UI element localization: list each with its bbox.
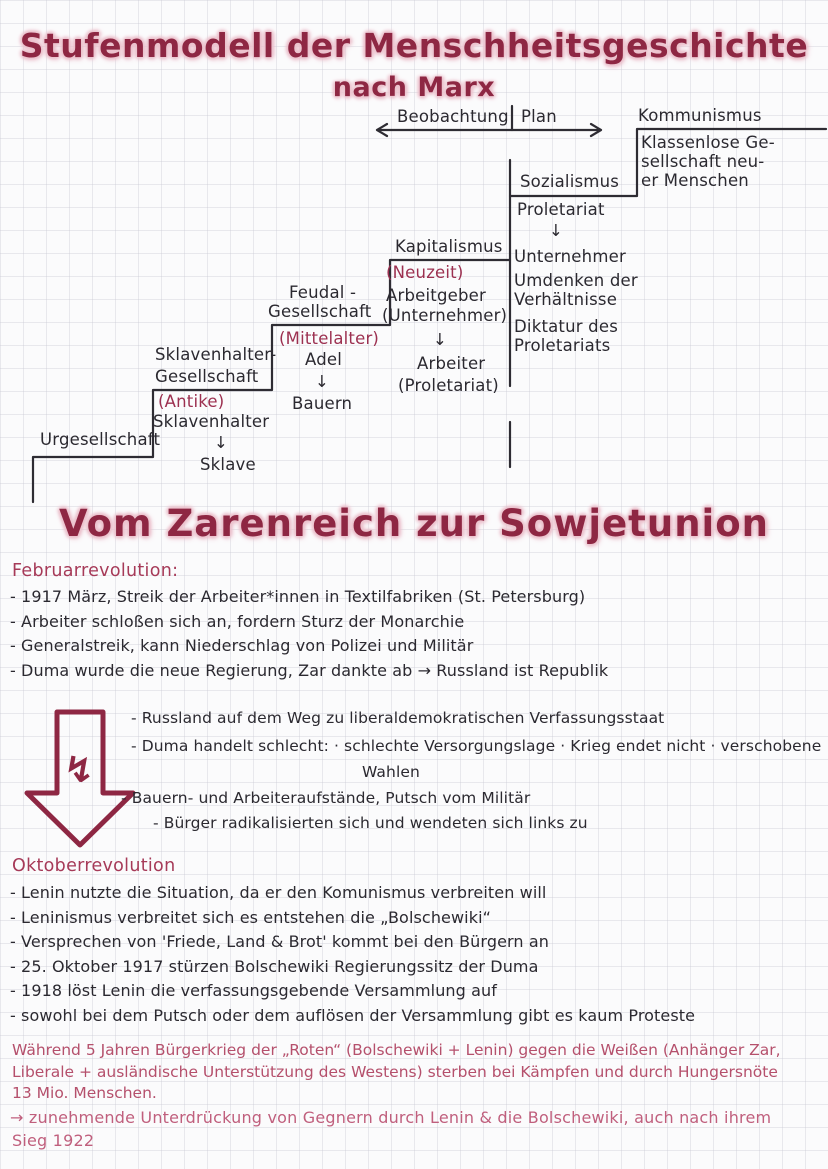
label-feudal-2: Gesellschaft <box>268 302 372 321</box>
down-arrow-icon: ↓ <box>214 433 229 452</box>
note-line: - 25. Oktober 1917 stürzen Bolschewiki Regierungssitz der Duma <box>10 956 539 976</box>
conclusion-line: → zunehmende Unterdrückung von Gegnern durch Lenin & die Bolschewiki, auch nach ihrem <box>10 1108 772 1127</box>
civil-war-note <box>12 1040 781 1105</box>
lightning-icon: ↯ <box>64 750 95 791</box>
down-arrow-icon: ↓ <box>315 372 330 391</box>
page-title-subline: nach Marx <box>332 72 496 103</box>
label-arbeitgeber: Arbeitgeber <box>386 286 486 305</box>
label-kommunismus-desc: Klassenlose Ge- <box>641 133 775 152</box>
note-line: - sowohl bei dem Putsch oder dem auflösen der Versammlung gibt es kaum Proteste <box>10 1005 696 1025</box>
label-sklavenhalter-ges-2: Gesellschaft <box>155 367 259 386</box>
label-sozialismus: Sozialismus <box>520 172 620 191</box>
label-beobachtung: Beobachtung <box>397 107 509 126</box>
label-neuzeit: (Neuzeit) <box>386 263 464 282</box>
label-arbeiter-sub: (Proletariat) <box>398 376 499 395</box>
label-feudal: Feudal - <box>289 283 357 302</box>
note-line: - Leninismus verbreitet sich es entstehen die „Bolschewiki“ <box>10 907 492 927</box>
note-line: Liberale + ausländische Unterstützung des Westens) sterben bei Kämpfen und durch Hungersnöte <box>12 1062 778 1081</box>
note-line: - Generalstreik, kann Niederschlag von Polizei und Militär <box>10 636 474 656</box>
label-kommunismus-desc: er Menschen <box>641 171 749 190</box>
page-title: Stufenmodell der Menschheitsgeschichte <box>19 26 809 65</box>
label-umdenken: Umdenken der <box>514 271 638 290</box>
label-mittelalter: (Mittelalter) <box>279 329 380 348</box>
label-unternehmer: Unternehmer <box>514 247 626 266</box>
note-line: - Duma wurde die neue Regierung, Zar dankte ab → Russland ist Republik <box>10 660 609 680</box>
note-line: - Bürger radikalisierten sich und wendeten sich links zu <box>153 814 588 832</box>
label-kapitalismus: Kapitalismus <box>395 237 503 256</box>
label-adel: Adel <box>305 350 343 369</box>
note-line: - Russland auf dem Weg zu liberaldemokratischen Verfassungsstaat <box>131 709 665 727</box>
label-verhaeltnisse: Verhältnisse <box>514 290 618 309</box>
label-diktatur: Diktatur des <box>514 317 619 336</box>
down-arrow-icon: ↓ <box>433 330 448 349</box>
conclusion-line: Sieg 1922 <box>12 1131 95 1150</box>
label-bauern: Bauern <box>292 394 353 413</box>
note-line: - Versprechen von 'Friede, Land & Brot' kommt bei den Bürgern an <box>10 932 549 952</box>
label-antike: (Antike) <box>158 392 225 411</box>
note-line: - Bauern- und Arbeiteraufstände, Putsch vom Militär <box>121 789 531 807</box>
label-sklavenhalter: Sklavenhalter <box>153 412 270 431</box>
note-line: Wahlen <box>362 763 420 781</box>
label-sklavenhalter-ges: Sklavenhalter- <box>155 345 277 364</box>
note-line: - Duma handelt schlecht: · schlechte Versorgungslage · Krieg endet nicht · verschobene <box>131 737 822 755</box>
label-urgesellschaft: Urgesellschaft <box>40 430 161 449</box>
label-arbeitgeber-sub: (Unternehmer) <box>382 306 508 325</box>
label-kommunismus-desc: sellschaft neu- <box>641 152 765 171</box>
note-line: - 1918 löst Lenin die verfassungsgebende Versammlung auf <box>10 981 497 1001</box>
note-line: - 1917 März, Streik der Arbeiter*innen in Textilfabriken (St. Petersburg) <box>10 587 586 606</box>
down-arrow-icon: ↓ <box>549 221 564 240</box>
oktoberrevolution-notes <box>10 881 695 1029</box>
februarrevolution-notes <box>10 585 608 683</box>
label-proletariat: Proletariat <box>517 200 605 219</box>
section-title: Vom Zarenreich zur Sowjetunion <box>59 502 769 545</box>
label-proletariats: Proletariats <box>514 336 611 355</box>
note-line: 13 Mio. Menschen. <box>12 1084 157 1102</box>
label-kommunismus: Kommunismus <box>638 106 762 125</box>
label-arbeiter: Arbeiter <box>417 354 486 373</box>
note-line: - Lenin nutzte die Situation, da er den Komunismus verbreiten will <box>10 883 547 902</box>
label-plan: Plan <box>521 107 557 126</box>
note-line: - Arbeiter schloßen sich an, fordern Sturz der Monarchie <box>10 611 465 631</box>
label-sklave: Sklave <box>200 455 256 474</box>
note-line: Während 5 Jahren Bürgerkrieg der „Roten“ (Bolschewiki + Lenin) gegen die Weißen (Anhänger Zar, <box>12 1041 781 1059</box>
heading-oktoberrevolution: Oktoberrevolution <box>12 856 176 876</box>
heading-februarrevolution: Februarrevolution: <box>12 561 179 581</box>
